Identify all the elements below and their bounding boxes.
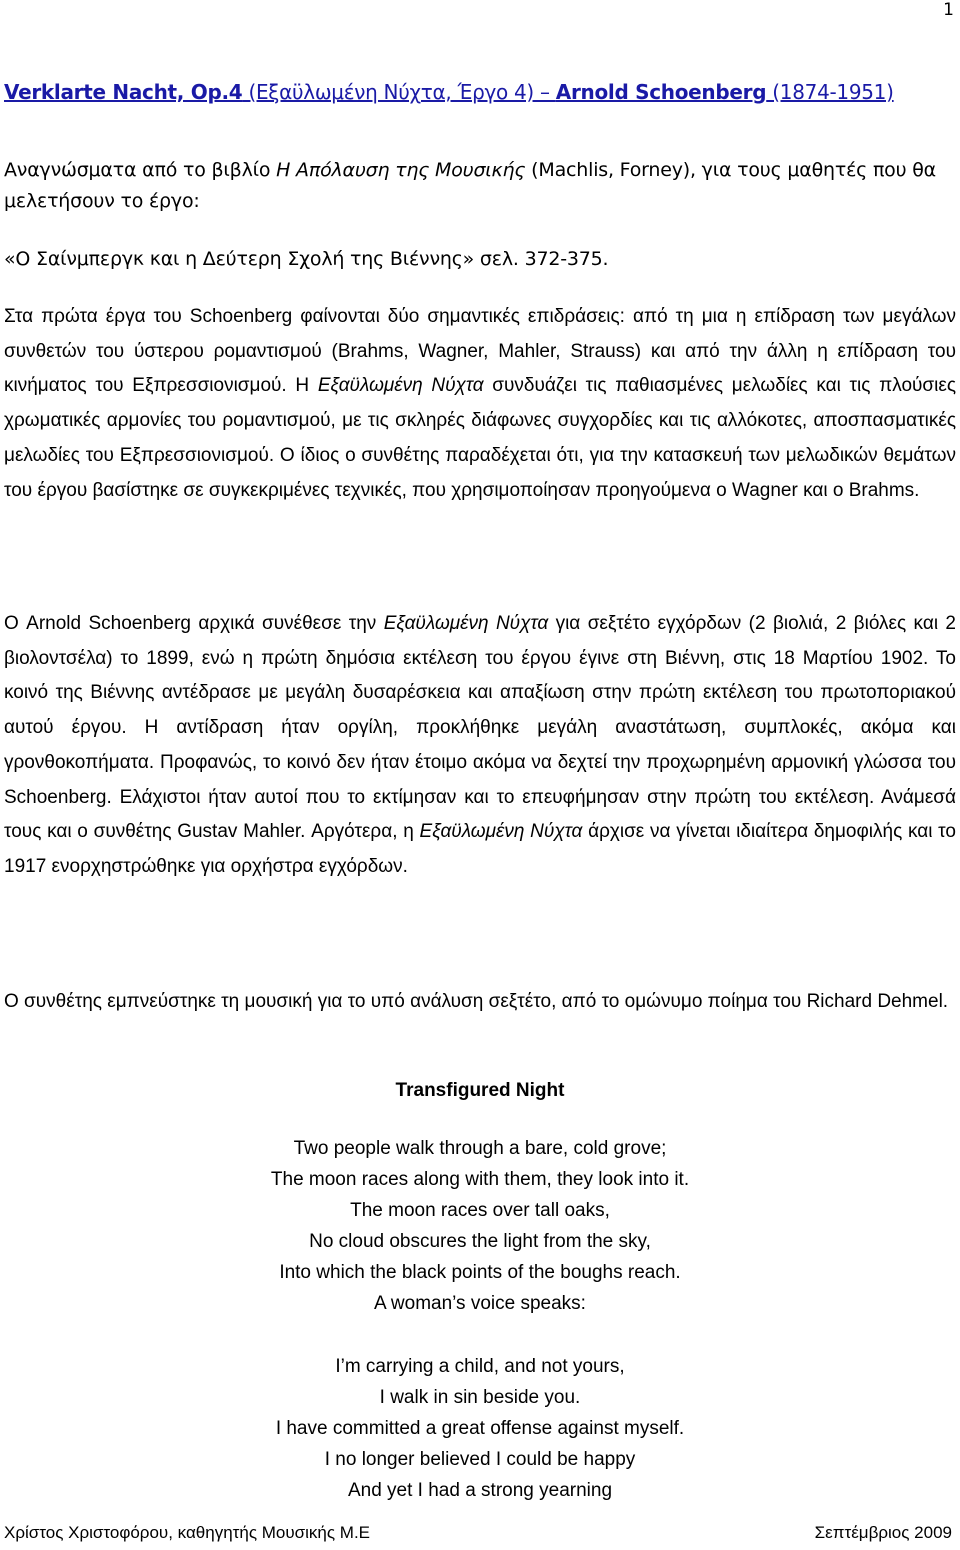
reading-reference: «Ο Σαίνμπεργκ και η Δεύτερη Σχολή της Βιέννης» σελ. 372-375. [4,248,609,270]
poem-line: Into which the black points of the boughs reach. [279,1262,681,1283]
intro-text [4,155,956,217]
paragraph-inspiration: Ο συνθέτης εμπνεύστηκε τη μουσική για το υπό ανάλυση σεξτέτο, από το ομώνυμο ποίημα του Richard Dehmel. [4,991,949,1012]
poem-line: The moon races over tall oaks, [350,1200,610,1221]
intro-text-after: (Machlis, Forney), για τους μαθητές που θα μελετήσουν το έργο: [4,159,936,212]
poem-stanza-2 [0,1351,960,1506]
paragraph2-text-c: για σεξτέτο εγχόρδων (2 βιολιά, 2 βιόλες και 2 βιολοντσέλα) το 1899, ενώ η πρώτη δημόσια εκτέλεση του έργου έγινε στη Βιέννη, στις 18 Μαρτίου 1902. Το κοινό της Βιέννης αντέδρασε με μεγάλη δυσαρέσκεια και απαξίωση στην πρώτη εκτέλεση του πρωτοποριακού αυτού έργου. Η αντίδραση ήταν οργίλη, προκλήθηκε μεγάλη αναστάτωση, συμπλοκές, ακόμα και γρονθοκοπήματα. Προφανώς, το κοινό δεν ήταν έτοιμο ακόμα να δεχτεί την προχωρημένη αρμονική γλώσσα του Schoenberg. Ελάχιστοι ήταν αυτοί που το εκτίμησαν και το επευφήμησαν στην πρώτη του εκτέλεση. Ανάμεσά τους και ο συνθέτης Gustav Mahler. Αργότερα, η [4,613,956,843]
poem-line: A woman’s voice speaks: [374,1293,586,1314]
intro-text-before: Αναγνώσματα από το βιβλίο [4,159,277,181]
poem-line: I walk in sin beside you. [379,1387,581,1408]
paragraph2-work-title: Εξαϋλωμένη Νύχτα [383,613,549,634]
page-number: 1 [943,0,954,20]
poem-line: No cloud obscures the light from the sky, [309,1231,651,1252]
heading-greek-title: (Εξαϋλωμένη Νύχτα, Έργο 4) – [242,80,556,104]
poem-line: And yet I had a strong yearning [347,1480,613,1501]
poem-line: I’m carrying a child, and not yours, [335,1356,625,1377]
paragraph1-text-c: συνδυάζει τις παθιασμένες μελωδίες και τις πλούσιες χρωματικές αρμονίες του ρομαντισμού, με τις σκληρές διάφωνες συγχορδίες και τις αλλόκοτες, αποσπασματικές μελωδίες του Εξπρεσσιονισμού. Ο ίδιος ο συνθέτης παραδέχεται ότι, για την κατασκευή των μελωδικών θεμάτων του έργου βασίστηκε σε συγκεκριμένες τεχνικές, που χρησιμοποίησαν προηγούμενα ο Wagner και ο Brahms. [4,375,956,501]
page-footer [4,1523,952,1543]
document-heading [4,80,959,104]
heading-work: Verklarte Nacht, Op.4 [4,80,243,104]
poem-line: The moon races along with them, they look into it. [270,1169,690,1190]
heading-composer: Arnold Schoenberg [555,80,767,104]
footer-author: Χρίστος Χριστοφόρου, καθηγητής Μουσικής Μ.Ε [4,1523,371,1542]
paragraph2-text-e: άρχισε να γίνεται ιδιαίτερα δημοφιλής και το 1917 ενορχηστρώθηκε για ορχήστρα εγχόρδων. [4,821,956,877]
paragraph2-work-title-2: Εξαϋλωμένη Νύχτα [419,821,583,843]
paragraph-influences [4,300,956,508]
poem-line: Two people walk through a bare, cold grove; [293,1138,667,1159]
intro-book-title: Η Απόλαυση της Μουσικής [276,159,526,181]
poem-title: Transfigured Night [395,1080,565,1101]
heading-dates: (1874-1951) [766,80,894,104]
paragraph1-text-a: Στα πρώτα έργα του Schoenberg φαίνονται δύο σημαντικές επιδράσεις: από τη μια η επίδραση των μεγάλων συνθετών του ύστερου ρομαντισμού (Brahms, Wagner, Mahler, Strauss) και από την άλλη η επίδραση του κινήματος του Εξπρεσσιονισμού. Η [4,306,956,397]
paragraph2-text-a: Ο Arnold Schoenberg αρχικά συνέθεσε την [4,613,384,634]
paragraph1-work-title: Εξαϋλωμένη Νύχτα [317,375,484,397]
poem-stanza-1 [0,1133,960,1319]
poem-line: I no longer believed I could be happy [324,1449,636,1470]
footer-date: Σεπτέμβριος 2009 [814,1523,952,1542]
poem-line: I have committed a great offense against myself. [275,1418,685,1439]
paragraph-history [4,607,956,885]
